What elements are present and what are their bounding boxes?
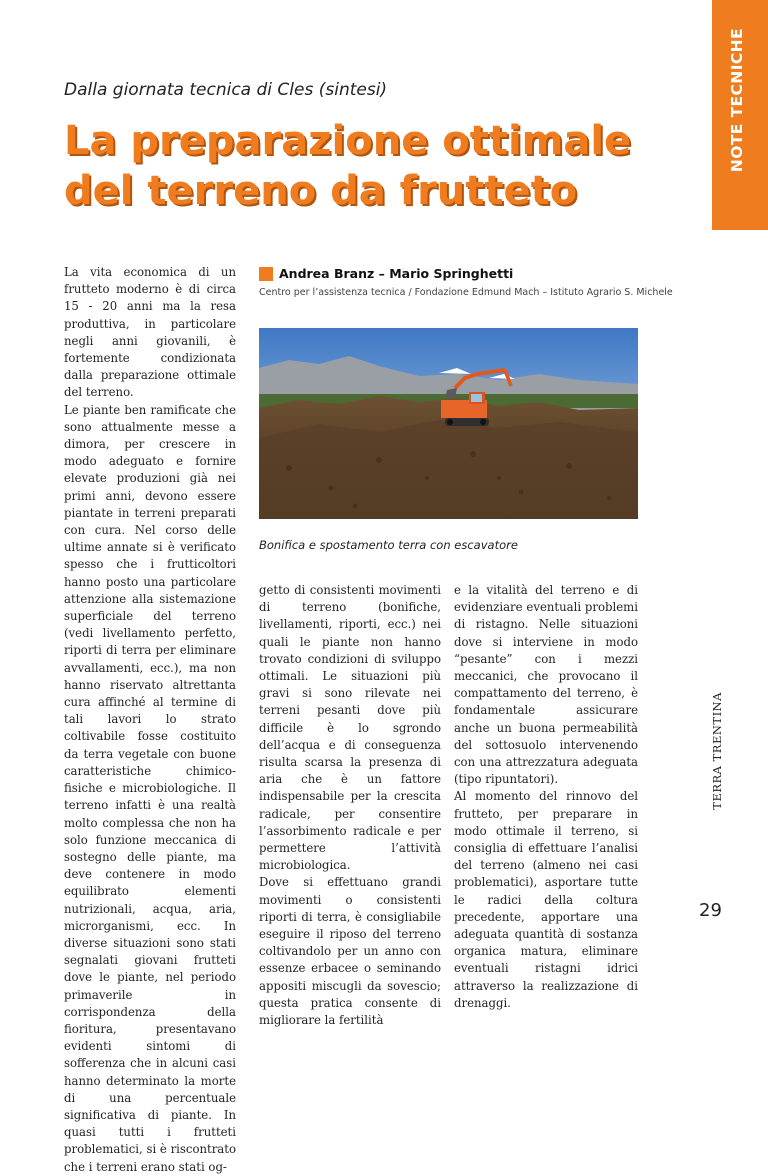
- page-number: 29: [699, 900, 722, 921]
- article-title: [64, 116, 631, 216]
- byline: [259, 266, 673, 298]
- orange-square-icon: [259, 267, 273, 281]
- column-2: [259, 582, 441, 1029]
- authors-text: Andrea Branz – Mario Springhetti: [279, 266, 514, 281]
- title-line-1: La preparazione ottimale: [64, 118, 632, 164]
- paragraph: Al momento del rinnovo del frutteto, per preparare in modo ottimale il terreno, si consiglia di effettuare l’analisi del terreno (almeno nei casi problematici), asportare tutte le radici della coltura precedente, apportare una adeguata quantità di sostanza organica matura, eliminare eventuali ristagni idrici attraverso la realizzazione di drenaggi.: [454, 789, 638, 1010]
- paragraph: getto di consistenti movimenti di terreno (bonifiche, livellamenti, riporti, ecc.) nei quali le piante non hanno trovato condizioni di sviluppo ottimali. Le situazioni più gravi si sono rilevate nei terreni pesanti dove più difficile è lo sgrondo dell’acqua e di conseguenza risulta scarsa la presenza di aria che è un fattore indispensabile per la crescita radicale, per consentire l’assorbimento radicale e per permettere l’attività microbiologica.: [259, 583, 441, 873]
- section-tab-label: NOTE TECNICHE: [728, 28, 746, 173]
- paragraph: Le piante ben ramificate che sono attualmente messe a dimora, per crescere in modo adeguato e fornire elevate produzioni già nei primi anni, devono essere piantate in terreni preparati con cura. Nel corso delle ultime annate si è verificato spesso che i frutticoltori hanno posto una particolare attenzione alla sistemazione superficiale del terreno (vedi livellamento perfetto, riporti di terra per eliminare avvallamenti, ecc.), ma non hanno riservato altrettanta cura affinché al termine di tali lavori lo strato coltivabile fosse costituito da terra vegetale con buone caratteristiche chimico-fisiche e microbiologiche. Il terreno infatti è una realtà molto complessa che non ha solo funzione meccanica di sostegno delle piante, ma deve contenere in modo equilibrato elementi nutrizionali, acqua, aria, microrganismi, ecc. In diverse situazioni sono stati segnalati giovani frutteti dove le piante, nel periodo primaverile in corrispondenza della fioritura, presentavano evidenti sintomi di sofferenza che in alcuni casi hanno determinato la morte di una percentuale significativa di piante. In quasi tutti i frutteti problematici, si è riscontrato che i terreni erano stati og-: [64, 402, 236, 1174]
- kicker: Dalla giornata tecnica di Cles (sintesi): [64, 80, 388, 100]
- authors: [259, 266, 673, 281]
- excavator-photo: [259, 328, 638, 519]
- paragraph: Dove si effettuano grandi movimenti o consistenti riporti di terra, è consigliabile eseguire il riposo del terreno coltivandolo per un anno con essenze erbacee o seminando appositi miscugli da sovescio; questa pratica consente di migliorare la fertilità: [259, 875, 441, 1028]
- paragraph: La vita economica di un frutteto moderno è di circa 15 - 20 anni ma la resa produttiva, in particolare negli anni giovanili, è fortemente condizionata dalla preparazione ottimale del terreno.: [64, 265, 236, 400]
- title-line-2: del terreno da frutteto: [64, 168, 578, 214]
- column-1: [64, 264, 236, 1176]
- section-tab: [712, 0, 768, 230]
- photo-caption: Bonifica e spostamento terra con escavatore: [259, 538, 518, 552]
- column-3: [454, 582, 638, 1012]
- paragraph: e la vitalità del terreno e di evidenziare eventuali problemi di ristagno. Nelle situazioni dove si interviene in modo “pesante” con i mezzi meccanici, che provocano il compattamento del terreno, è fondamentale assicurare anche un buona permeabilità del sottosuolo intervenendo con una attrezzatura adeguata (tipo ripuntatori).: [454, 583, 638, 787]
- affiliation: Centro per l’assistenza tecnica / Fondazione Edmund Mach – Istituto Agrario S. Michele: [259, 287, 673, 298]
- journal-name: [706, 692, 734, 892]
- journal-name-text: TERRA TRENTINA: [710, 692, 724, 810]
